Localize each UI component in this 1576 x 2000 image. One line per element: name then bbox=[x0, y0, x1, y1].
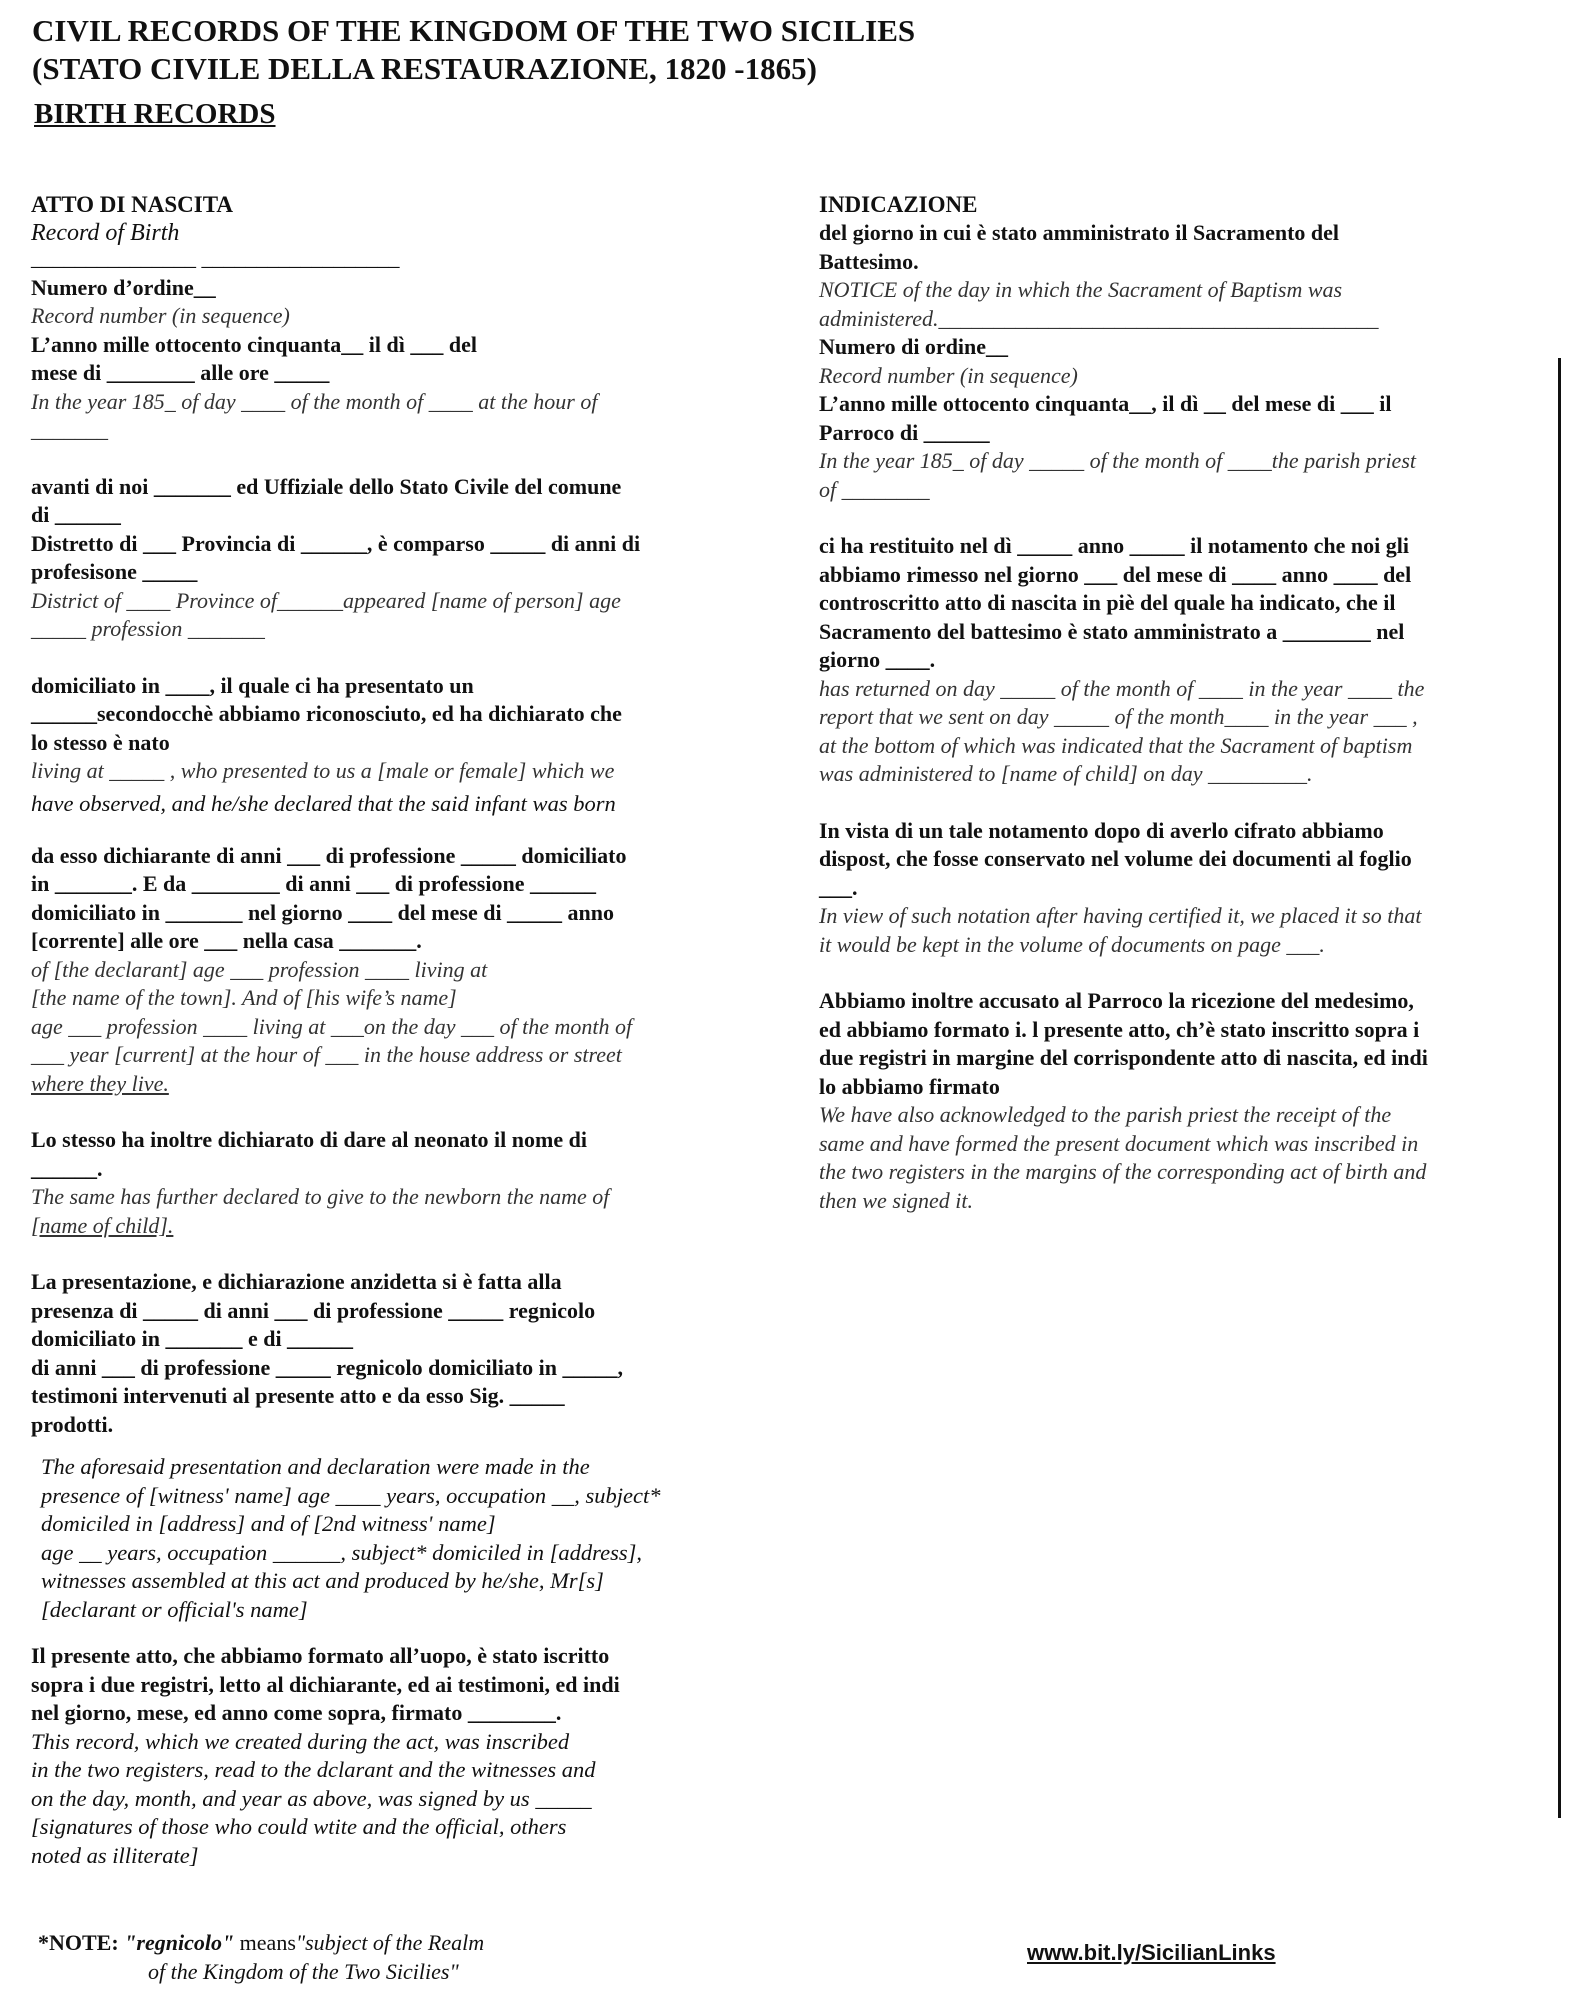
line: administered.________________________________________ bbox=[819, 305, 1379, 331]
left-column-birth-record bbox=[31, 190, 751, 1870]
line: then we signed it. bbox=[819, 1187, 973, 1213]
line: Il presente atto, che abbiamo formato all’uopo, è stato iscritto bbox=[31, 1643, 610, 1668]
line: The same has further declared to give to the newborn the name of bbox=[31, 1184, 610, 1209]
line: was administered to [name of child] on day _________. bbox=[819, 761, 1313, 786]
line: presenza di _____ di anni ___ di professione _____ regnicolo bbox=[31, 1297, 596, 1323]
line: on the day, month, and year as above, was signed by us _____ bbox=[31, 1785, 592, 1811]
line: ______secondocchè abbiamo riconosciuto, ed ha dichiarato che bbox=[31, 701, 622, 726]
right-column-baptism-notice bbox=[819, 190, 1519, 1215]
left-paragraph-3 bbox=[31, 672, 751, 822]
right-heading: INDICAZIONE bbox=[819, 192, 978, 217]
footnote-definition: "subject of the Realm bbox=[295, 1930, 485, 1955]
line: of ________ bbox=[819, 476, 930, 502]
line: Record number (in sequence) bbox=[819, 362, 1078, 388]
line: where they live. bbox=[31, 1070, 169, 1096]
line: same and have formed the present document which was inscribed in bbox=[819, 1130, 1419, 1156]
line: in the two registers, read to the dclarant and the witnesses and bbox=[31, 1757, 596, 1782]
right-paragraph-2 bbox=[819, 333, 1519, 504]
line: testimoni intervenuti al presente atto e da esso Sig. _____ bbox=[31, 1383, 565, 1408]
footnote-term: "regnicolo" bbox=[124, 1930, 235, 1955]
line: age ___ profession ____ living at ___on the day ___ of the month of bbox=[31, 1013, 633, 1039]
left-paragraph-1 bbox=[31, 274, 751, 445]
footnote-definition-cont: of the Kingdom of the Two Sicilies" bbox=[148, 1959, 459, 1984]
line: due registri in margine del corrispondente atto di nascita, ed indi bbox=[819, 1045, 1428, 1070]
title-line-1: CIVIL RECORDS OF THE KINGDOM OF THE TWO SICILIES bbox=[32, 13, 916, 48]
line: In the year 185_ of day ____ of the month of ____ at the hour of bbox=[31, 388, 598, 414]
line: nel giorno, mese, ed anno come sopra, firmato ________. bbox=[31, 1700, 562, 1725]
line: _____ profession _______ bbox=[31, 616, 265, 641]
line: age __ years, occupation ______, subject* domiciled in [address], bbox=[41, 1539, 642, 1565]
line: Distretto di ___ Provincia di ______, è comparso _____ di anni di bbox=[31, 530, 641, 556]
line: ______. bbox=[31, 1155, 103, 1181]
line: controscritto atto di nascita in piè del quale ha indicato, che il bbox=[819, 590, 1396, 615]
line: Numero d’ordine__ bbox=[31, 274, 216, 300]
line: ci ha restituito nel dì _____ anno _____ il notamento che noi gli bbox=[819, 533, 1409, 558]
line: avanti di noi _______ ed Uffiziale dello Stato Civile del comune bbox=[31, 473, 622, 499]
line: da esso dichiarante di anni ___ di professione _____ domiciliato bbox=[31, 842, 627, 868]
line: dispost, che fosse conservato nel volume dei documenti al foglio bbox=[819, 846, 1412, 871]
line: District of ____ Province of______appeared [name of person] age bbox=[31, 587, 621, 613]
line: in _______. E da ________ di anni ___ di professione ______ bbox=[31, 871, 596, 896]
line: Abbiamo inoltre accusato al Parroco la ricezione del medesimo, bbox=[819, 988, 1414, 1013]
line: the two registers in the margins of the corresponding act of birth and bbox=[819, 1159, 1427, 1184]
left-heading-english: Record of Birth bbox=[31, 220, 180, 246]
line: profesisone _____ bbox=[31, 559, 198, 584]
line: Numero di ordine__ bbox=[819, 334, 1009, 359]
footnote bbox=[38, 1928, 484, 1986]
line: domiciliato in ____, il quale ci ha presentato un bbox=[31, 672, 474, 698]
left-paragraph-7 bbox=[31, 1642, 751, 1870]
footer-link[interactable]: www.bit.ly/SicilianLinks bbox=[1027, 1940, 1276, 1965]
line: sopra i due registri, letto al dichiarante, ed ai testimoni, ed indi bbox=[31, 1671, 620, 1697]
right-paragraph-3 bbox=[819, 532, 1519, 789]
line: Record number (in sequence) bbox=[31, 303, 290, 328]
line: witnesses assembled at this act and produced by he/she, Mr[s] bbox=[41, 1568, 604, 1593]
line: prodotti. bbox=[31, 1411, 114, 1437]
left-paragraph-2 bbox=[31, 473, 751, 644]
line: lo abbiamo firmato bbox=[819, 1073, 1000, 1099]
left-paragraph-5 bbox=[31, 1126, 751, 1240]
line: In view of such notation after having certified it, we placed it so that bbox=[819, 903, 1422, 928]
line: di ______ bbox=[31, 502, 121, 527]
line: of [the declarant] age ___ profession ____ living at bbox=[31, 956, 488, 982]
line: domiciled in [address] and of [2nd witness' name] bbox=[41, 1511, 496, 1536]
line: Lo stesso ha inoltre dichiarato di dare al neonato il nome di bbox=[31, 1127, 587, 1152]
line: noted as illiterate] bbox=[31, 1842, 199, 1868]
line: [declarant or official's name] bbox=[41, 1596, 308, 1622]
left-paragraph-4 bbox=[31, 842, 751, 1099]
line: has returned on day _____ of the month of ____ in the year ____ the bbox=[819, 675, 1425, 701]
margin-rule bbox=[1558, 358, 1561, 1818]
line: domiciliato in _______ nel giorno ____ del mese di _____ anno bbox=[31, 899, 615, 925]
line: mese di ________ alle ore _____ bbox=[31, 360, 330, 385]
line: Sacramento del battesimo è stato amministrato a ________ nel bbox=[819, 618, 1405, 644]
line: presence of [witness' name] age ____ years, occupation __, subject* bbox=[41, 1482, 661, 1508]
right-paragraph-5 bbox=[819, 987, 1519, 1215]
line: The aforesaid presentation and declaration were made in the bbox=[41, 1454, 590, 1479]
section-title: BIRTH RECORDS bbox=[34, 98, 276, 130]
line: [corrente] alle ore ___ nella casa _______. bbox=[31, 928, 422, 953]
line: L’anno mille ottocento cinquanta__, il dì __ del mese di ___ il bbox=[819, 391, 1392, 416]
title-line-2: (STATO CIVILE DELLA RESTAURAZIONE, 1820 -1865) bbox=[32, 51, 817, 86]
page-title bbox=[32, 12, 1132, 88]
line: lo stesso è nato bbox=[31, 729, 170, 755]
line: di anni ___ di professione _____ regnicolo domiciliato in _____, bbox=[31, 1354, 624, 1380]
blank-lines: _______________ __________________ bbox=[31, 244, 400, 270]
line: have observed, and he/she declared that the said infant was born bbox=[31, 790, 616, 816]
line: at the bottom of which was indicated that the Sacrament of baptism bbox=[819, 732, 1413, 758]
line: [signatures of those who could wtite and the official, others bbox=[31, 1814, 567, 1839]
line: abbiamo rimesso nel giorno ___ del mese di ____ anno ____ del bbox=[819, 561, 1412, 587]
left-paragraph-6-english bbox=[31, 1453, 751, 1624]
line: La presentazione, e dichiarazione anzidetta si è fatta alla bbox=[31, 1269, 562, 1294]
line: domiciliato in _______ e di ______ bbox=[31, 1326, 354, 1351]
line: L’anno mille ottocento cinquanta__ il dì ___ del bbox=[31, 331, 477, 357]
line: giorno ____. bbox=[819, 647, 936, 672]
left-heading: ATTO DI NASCITA bbox=[31, 192, 233, 217]
line: living at _____ , who presented to us a [male or female] which we bbox=[31, 758, 615, 783]
line: report that we sent on day _____ of the month____ in the year ___ , bbox=[819, 704, 1418, 729]
line: ___ year [current] at the hour of ___ in the house address or street bbox=[31, 1042, 622, 1067]
line: it would be kept in the volume of documents on page ___. bbox=[819, 931, 1325, 957]
line: Battesimo. bbox=[819, 248, 919, 274]
line: We have also acknowledged to the parish priest the receipt of the bbox=[819, 1102, 1392, 1127]
line: [the name of the town]. And of [his wife’s name] bbox=[31, 985, 457, 1010]
footnote-means: means bbox=[239, 1930, 296, 1955]
line: Parroco di ______ bbox=[819, 419, 990, 445]
line: ed abbiamo formato i. l presente atto, ch’è stato inscritto sopra i bbox=[819, 1016, 1420, 1042]
line: This record, which we created during the act, was inscribed bbox=[31, 1728, 570, 1754]
line: ___. bbox=[819, 874, 858, 900]
line: NOTICE of the day in which the Sacrament of Baptism was bbox=[819, 277, 1343, 302]
line: [name of child]. bbox=[31, 1212, 174, 1238]
right-paragraph-4 bbox=[819, 817, 1519, 960]
left-paragraph-6 bbox=[31, 1268, 751, 1439]
footnote-label: *NOTE: bbox=[38, 1930, 119, 1955]
line: _______ bbox=[31, 417, 108, 442]
line: del giorno in cui è stato amministrato il Sacramento del bbox=[819, 220, 1340, 245]
line: In the year 185_ of day _____ of the month of ____the parish priest bbox=[819, 448, 1416, 473]
line: In vista di un tale notamento dopo di averlo cifrato abbiamo bbox=[819, 817, 1384, 843]
